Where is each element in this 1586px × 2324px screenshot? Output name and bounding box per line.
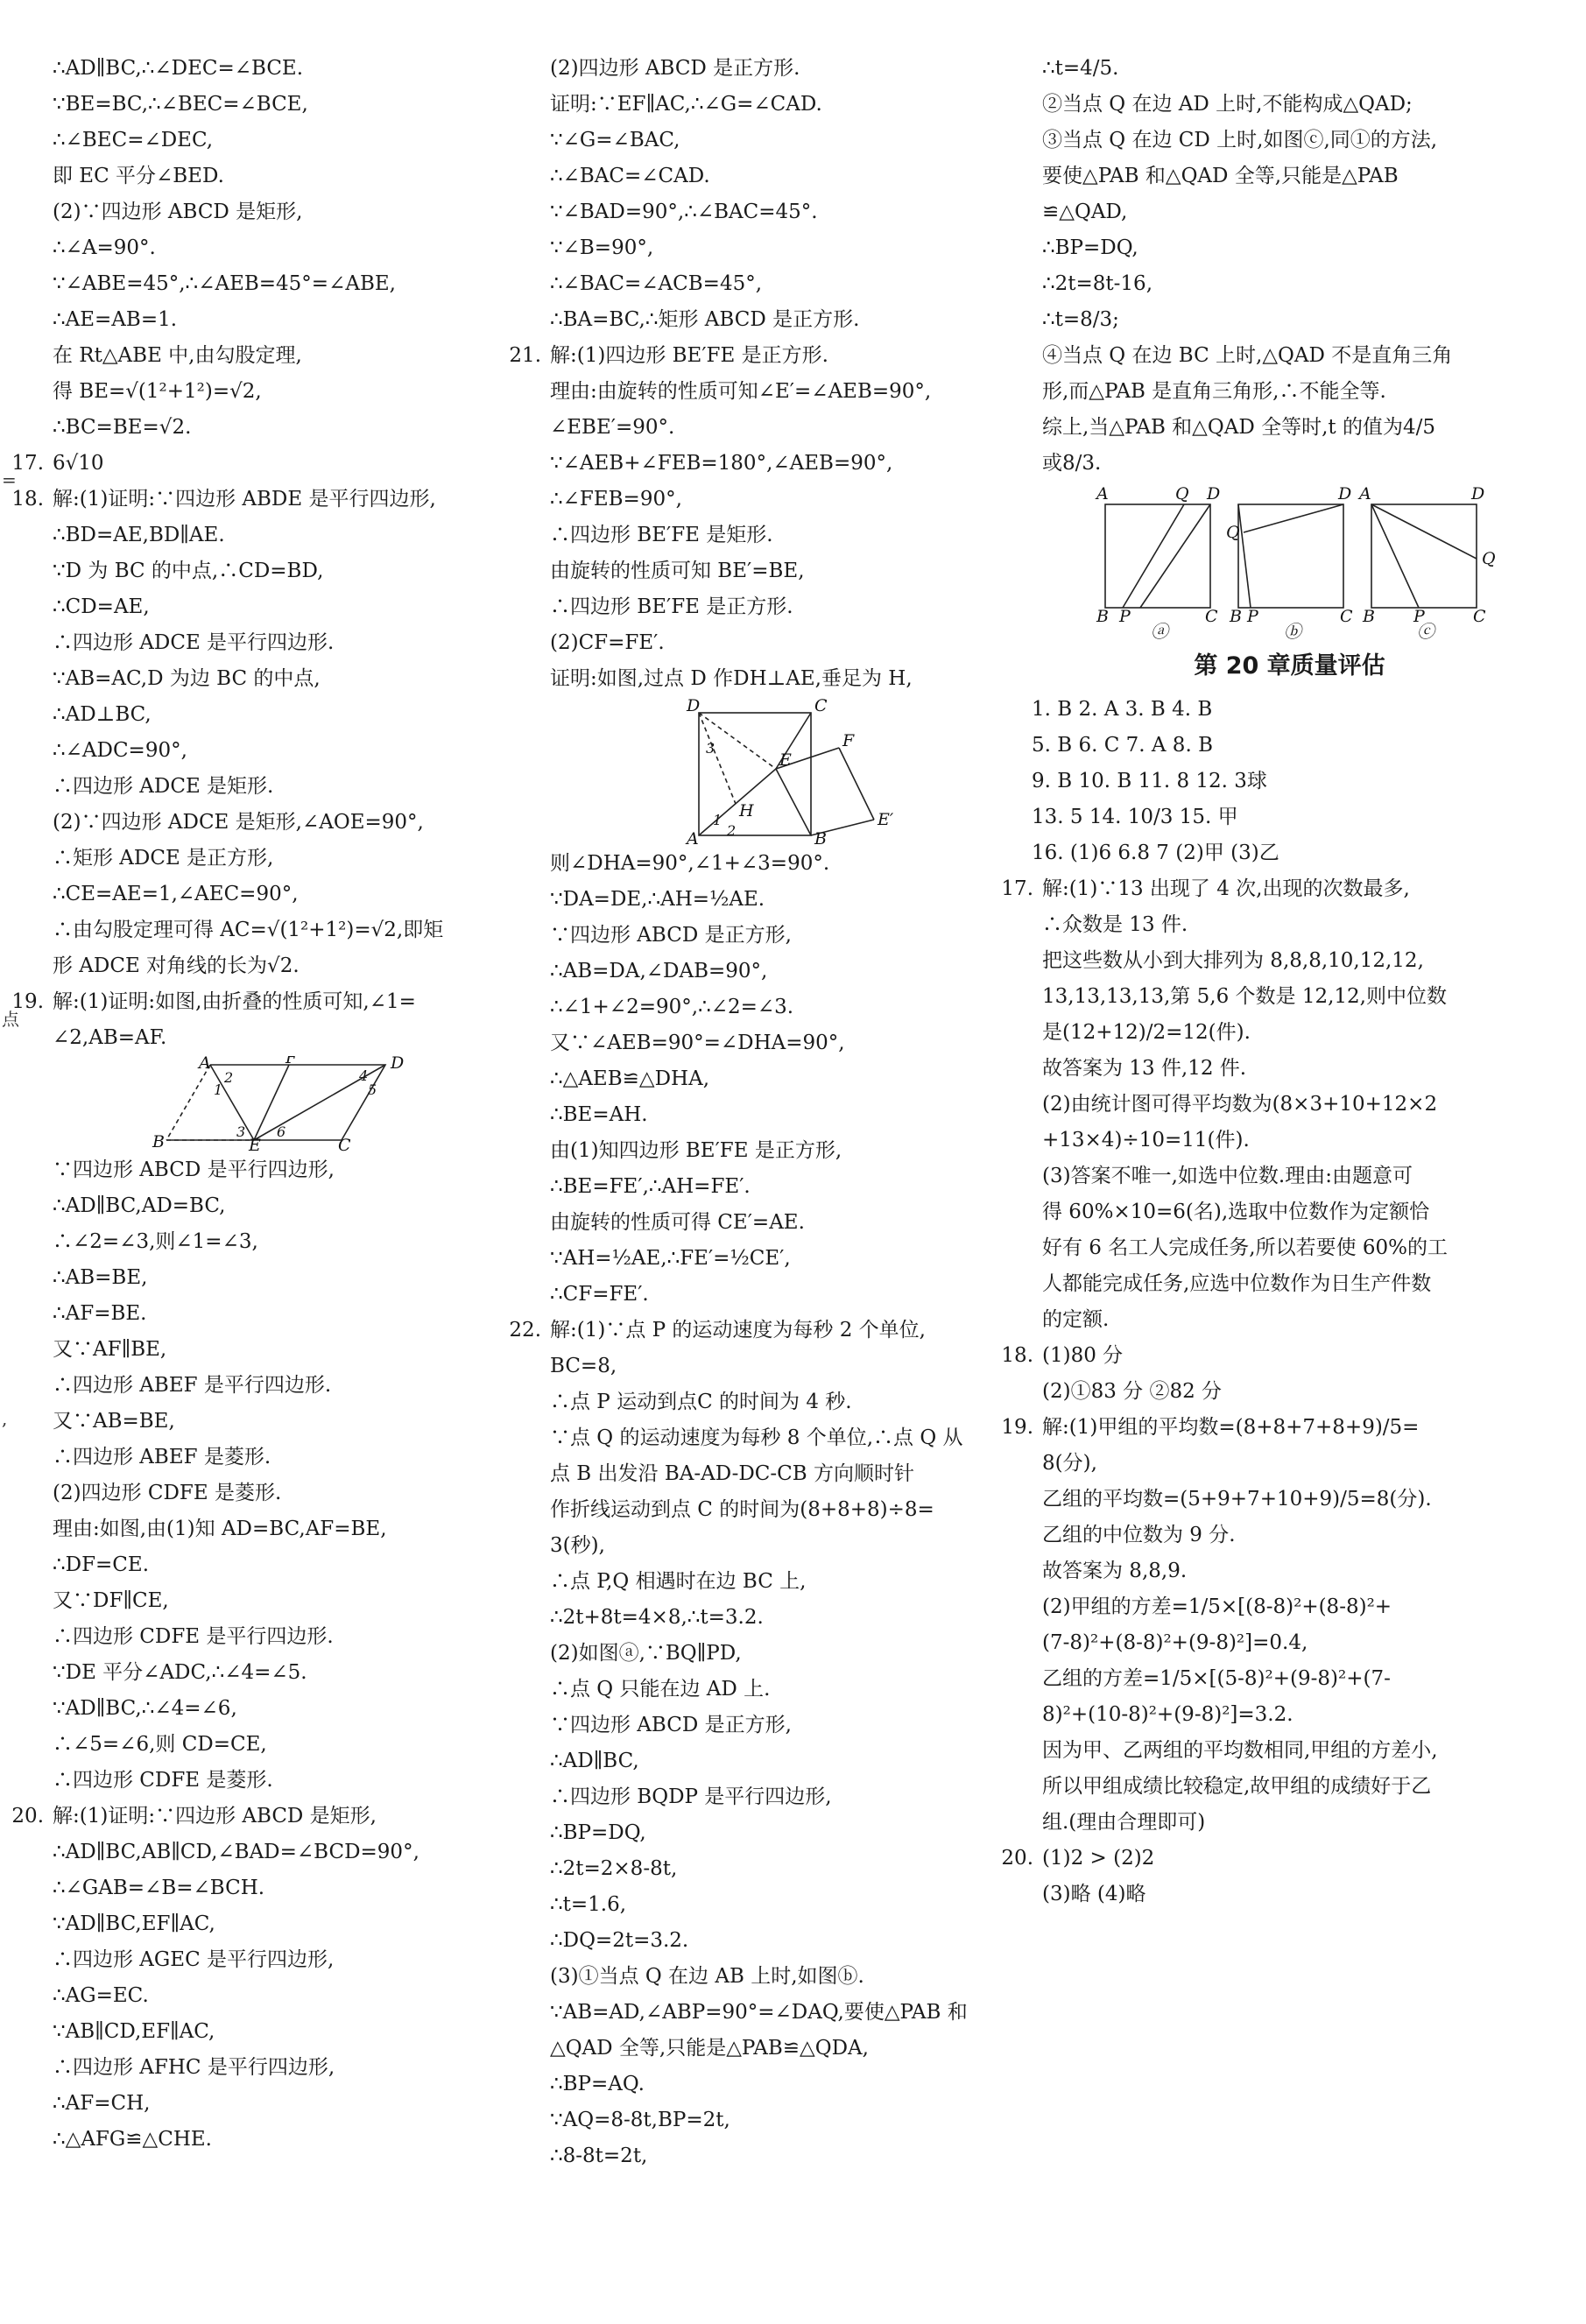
solution-line: ∴四边形 AFHC 是平行四边形, [53, 2056, 335, 2079]
solution-line: ∴∠GAB=∠B=∠BCH. [53, 1877, 265, 1899]
solution-block [550, 846, 1040, 1313]
solution-line: 理由:由旋转的性质可知∠E′=∠AEB=90°, [550, 380, 932, 403]
answer-22 [509, 1313, 1040, 1349]
caption-b: ⓑ [1284, 621, 1301, 639]
solution-line: 13,13,13,13,第 5,6 个数是 12,12,则中位数 [1042, 985, 1447, 1008]
solution-line: ≌△QAD, [1042, 201, 1128, 223]
solution-line: 8)²+(10-8)²+(9-8)²]=3.2. [1042, 1703, 1293, 1726]
solution-line: ∴∠5=∠6,则 CD=CE, [53, 1733, 267, 1756]
answer-text: 解:(1)四边形 BE′FE 是正方形. [550, 344, 828, 367]
solution-line: ∵AD∥BC,∴∠4=∠6, [53, 1697, 237, 1720]
solution-line: (2)∵四边形 ADCE 是矩形,∠AOE=90°, [53, 811, 424, 834]
label-q: Q [1482, 549, 1496, 568]
solution-line: 的定额. [1042, 1308, 1110, 1331]
label-q: Q [1175, 484, 1189, 504]
solution-line: ∴BE=FE′,∴AH=FE′. [550, 1175, 751, 1198]
solution-line: ∠2,AB=AF. [53, 1026, 167, 1049]
solution-line: ∵DE 平分∠ADC,∴∠4=∠5. [53, 1661, 307, 1684]
answer-text: 解:(1)证明:如图,由折叠的性质可知,∠1= [53, 990, 416, 1013]
solution-line: ∴AG=EC. [53, 1984, 149, 2007]
label-c: C [338, 1136, 351, 1152]
figure-22 [1042, 482, 1537, 639]
solution-line: ∵AD∥BC,EF∥AC, [53, 1912, 215, 1935]
solution-line: ∵∠B=90°, [550, 236, 654, 259]
answer-20 [11, 1799, 543, 1835]
solution-line: 13. 5 14. 10/3 15. 甲 [1032, 806, 1238, 828]
label-d: D [391, 1056, 405, 1073]
label-c: C [1205, 607, 1218, 626]
solution-line: (2)四边形 ABCD 是正方形. [550, 57, 800, 80]
solution-block [53, 1152, 543, 1799]
solution-line: ∴四边形 CDFE 是菱形. [53, 1769, 273, 1792]
answer-18 [1001, 1338, 1537, 1374]
column-left [11, 51, 543, 2158]
solution-line: +13×4)÷10=11(件). [1042, 1129, 1250, 1151]
solution-line: ∴点 P,Q 相遇时在边 BC 上, [550, 1570, 807, 1593]
solution-line: (2)四边形 CDFE 是菱形. [53, 1482, 282, 1504]
solution-line: 作折线运动到点 C 的时间为(8+8+8)÷8= [550, 1498, 934, 1521]
solution-line: 乙组的中位数为 9 分. [1042, 1524, 1236, 1546]
solution-line: (3)略 (4)略 [1042, 1883, 1146, 1905]
solution-block [1042, 1446, 1537, 1841]
solution-line: (2)CF=FE′. [550, 631, 665, 654]
solution-line: 即 EC 平分∠BED. [53, 165, 224, 187]
solution-line: ∠EBE′=90°. [550, 416, 675, 439]
solution-line: ∴点 Q 只能在边 AD 上. [550, 1678, 771, 1701]
label-b: B [1230, 607, 1242, 626]
solution-line: ∴四边形 ADCE 是平行四边形. [53, 631, 335, 654]
figure-19 [53, 1056, 543, 1152]
solution-line: (2)甲组的方差=1/5×[(8-8)²+(8-8)²+ [1042, 1595, 1392, 1618]
angle-3: 3 [236, 1123, 246, 1140]
caption-a: ⓐ [1151, 621, 1168, 639]
label-c: C [1340, 607, 1353, 626]
solution-line: ∴CF=FE′. [550, 1283, 649, 1306]
square-a [1105, 504, 1210, 608]
solution-line: 得 BE=√(1²+1²)=√2, [53, 380, 262, 403]
square-c [1371, 504, 1477, 608]
solution-line: 1. B 2. A 3. B 4. B [1032, 698, 1213, 721]
answer-19 [11, 984, 543, 1020]
solution-block [1042, 1877, 1537, 1912]
solution-block [550, 1349, 1040, 2174]
solution-line: 组.(理由合理即可) [1042, 1811, 1206, 1834]
solution-line: 证明:∵EF∥AC,∴∠G=∠CAD. [550, 93, 822, 116]
margin-mark: = [2, 469, 17, 490]
solution-line: 或8/3. [1042, 452, 1102, 475]
solution-line: ∵四边形 ABCD 是正方形, [550, 924, 792, 947]
solution-line: 要使△PAB 和△QAD 全等,只能是△PAB [1042, 165, 1399, 187]
solution-line: ∴DQ=2t=3.2. [550, 1929, 689, 1952]
solution-line: ∴t=1.6, [550, 1893, 627, 1916]
solution-line: (2)如图ⓐ,∵BQ∥PD, [550, 1642, 742, 1665]
solution-line: ∵D 为 BC 的中点,∴CD=BD, [53, 560, 324, 582]
solution-line: △QAD 全等,只能是△PAB≌△QDA, [550, 2037, 869, 2060]
answer-text: 解:(1)∵点 P 的运动速度为每秒 2 个单位, [550, 1319, 926, 1342]
solution-line: 得 60%×10=6(名),选取中位数作为定额恰 [1042, 1201, 1430, 1223]
label-f: F [842, 731, 855, 750]
solution-line: 由旋转的性质可得 CE′=AE. [550, 1211, 805, 1234]
solution-block [550, 51, 1040, 338]
question-number: 18. [11, 488, 44, 511]
label-a: A [1359, 484, 1371, 504]
solution-line: ∴由勾股定理可得 AC=√(1²+1²)=√2,即矩 [53, 919, 444, 941]
solution-line: ∴BE=AH. [550, 1103, 648, 1126]
figure-21 [550, 697, 1040, 846]
solution-line: ∴∠A=90°. [53, 236, 156, 259]
solution-line: ∴AD∥BC,AB∥CD,∠BAD=∠BCD=90°, [53, 1841, 419, 1863]
square-rotation-diagram [550, 697, 1040, 846]
solution-line: 由旋转的性质可知 BE′=BE, [550, 560, 805, 582]
solution-line: 形 ADCE 对角线的长为√2. [53, 954, 300, 977]
solution-line: ∵AH=½AE,∴FE′=½CE′, [550, 1247, 791, 1270]
solution-block [1042, 87, 1537, 302]
question-number: 18. [1001, 1344, 1033, 1367]
solution-line: (3)①当点 Q 在边 AB 上时,如图ⓑ. [550, 1965, 864, 1988]
solution-line: ∵AB∥CD,EF∥AC, [53, 2020, 215, 2043]
solution-block [53, 51, 543, 446]
label-e: E [249, 1136, 261, 1152]
solution-line: ∵∠BAD=90°,∴∠BAC=45°. [550, 201, 818, 223]
parallelogram-diagram [53, 1056, 543, 1152]
solution-line: 5. B 6. C 7. A 8. B [1032, 734, 1213, 757]
label-d: D [1207, 484, 1221, 504]
solution-line: ∴BA=BC,∴矩形 ABCD 是正方形. [550, 308, 860, 331]
solution-line: 3(秒), [550, 1534, 605, 1557]
solution-line: ∴四边形 CDFE 是平行四边形. [53, 1625, 334, 1648]
solution-line: 8(分), [1042, 1452, 1097, 1475]
question-number: 20. [11, 1805, 44, 1828]
solution-line: 16. (1)6 6.8 7 (2)甲 (3)乙 [1032, 842, 1279, 864]
solution-line: ∴∠BAC=∠ACB=45°, [550, 272, 763, 295]
solution-line: ∵四边形 ABCD 是平行四边形, [53, 1158, 335, 1181]
solution-line: 点 B 出发沿 BA-AD-DC-CB 方向顺时针 [550, 1462, 914, 1485]
label-h: H [739, 801, 754, 820]
answer-17 [1001, 871, 1537, 907]
square-b [1238, 504, 1343, 608]
label-e-prime: E′ [878, 810, 894, 829]
solution-line: 在 Rt△ABE 中,由勾股定理, [53, 344, 302, 367]
solution-line: 又∵∠AEB=90°=∠DHA=90°, [550, 1032, 845, 1054]
answer-text: 解:(1)甲组的平均数=(8+8+7+8+9)/5= [1042, 1416, 1420, 1439]
solution-line: ∴DF=CE. [53, 1553, 150, 1576]
answer-text: 解:(1)∵13 出现了 4 次,出现的次数最多, [1042, 877, 1410, 900]
solution-line: 9. B 10. B 11. 8 12. 3球 [1032, 770, 1267, 792]
label-p: P [1247, 607, 1258, 626]
answer-text: (1)80 分 [1042, 1344, 1124, 1367]
label-a: A [1096, 484, 1109, 504]
segment-ap [1371, 504, 1419, 608]
parallelogram-edge [166, 1065, 385, 1140]
segment-fe-prime [839, 748, 874, 820]
solution-line: ∴四边形 ABEF 是平行四边形. [53, 1374, 332, 1397]
solution-line: ∴BD=AE,BD∥AE. [53, 524, 225, 546]
solution-line: ∴BP=DQ, [1042, 236, 1138, 259]
solution-line: ∴8-8t=2t, [550, 2144, 648, 2167]
solution-block [53, 1835, 543, 2158]
answer-17 [11, 446, 543, 482]
label-d: D [1338, 484, 1352, 504]
angle-2: 2 [224, 1069, 234, 1086]
solution-line: ∴2t=2×8-8t, [550, 1857, 678, 1880]
solution-line: ∴矩形 ADCE 是正方形, [53, 847, 274, 870]
solution-line: 又∵AB=BE, [53, 1410, 175, 1433]
solution-line: ∴四边形 ABEF 是菱形. [53, 1446, 271, 1468]
answer-text: 解:(1)证明:∵四边形 ABDE 是平行四边形, [53, 488, 436, 511]
solution-line: ∴CE=AE=1,∠AEC=90°, [53, 883, 299, 905]
solution-line: ∴∠ADC=90°, [53, 739, 187, 762]
solution-line: ∵AB=AD,∠ABP=90°=∠DAQ,要使△PAB 和 [550, 2001, 968, 2024]
angle-2: 2 [727, 822, 737, 839]
solution-block [1042, 1374, 1537, 1410]
solution-line: ∴∠FEB=90°, [550, 488, 682, 511]
solution-line: ∴AB=DA,∠DAB=90°, [550, 960, 768, 982]
angle-6: 6 [277, 1123, 286, 1140]
question-number: 17. [11, 452, 44, 475]
label-c: C [814, 697, 828, 715]
solution-line: ∴AF=BE. [53, 1302, 147, 1325]
three-squares-diagram [1042, 482, 1537, 639]
solution-line: ∵∠ABE=45°,∴∠AEB=45°=∠ABE, [53, 272, 396, 295]
label-a: A [199, 1056, 211, 1073]
solution-line: 故答案为 13 件,12 件. [1042, 1057, 1247, 1080]
solution-line: 乙组的平均数=(5+9+7+10+9)/5=8(分). [1042, 1488, 1432, 1511]
solution-line: ∴△AEB≌△DHA, [550, 1067, 710, 1090]
label-b: B [814, 829, 827, 846]
solution-line: ∴CD=AE, [53, 595, 150, 618]
solution-line: 由(1)知四边形 BE′FE 是正方形, [550, 1139, 842, 1162]
solution-line: ∴AF=CH, [53, 2092, 151, 2115]
solution-line: 所以甲组成绩比较稳定,故甲组的成绩好于乙 [1042, 1775, 1432, 1798]
solution-line: 综上,当△PAB 和△QAD 全等时,t 的值为4/5 [1042, 416, 1435, 439]
section-title: 第 20 章质量评估 [1194, 652, 1385, 680]
margin-mark: 点 [2, 1009, 19, 1030]
angle-1: 1 [713, 812, 723, 828]
solution-line: (3)答案不唯一,如选中位数.理由:由题意可 [1042, 1165, 1413, 1187]
solution-line: (2)①83 分 ②82 分 [1042, 1380, 1223, 1403]
question-number: 17. [1001, 877, 1033, 900]
answer-list [1032, 692, 1537, 871]
label-b: B [1096, 607, 1109, 626]
solution-line: ∴四边形 AGEC 是平行四边形, [53, 1948, 335, 1971]
solution-line: 又∵DF∥CE, [53, 1589, 169, 1612]
question-number: 19. [1001, 1416, 1033, 1439]
solution-line: ∴众数是 13 件. [1042, 913, 1188, 936]
answer-18 [11, 482, 543, 518]
solution-line: ∴BP=AQ. [550, 2073, 645, 2095]
solution-line: ∴∠BEC=∠DEC, [53, 129, 214, 151]
solution-line: ∴BP=DQ, [550, 1821, 646, 1844]
solution-line: 因为甲、乙两组的平均数相同,甲组的方差小, [1042, 1739, 1438, 1762]
solution-line: ③当点 Q 在边 CD 上时,如图ⓒ,同①的方法, [1042, 129, 1438, 151]
label-q: Q [1226, 523, 1240, 542]
solution-line: ∴2t=8t-16, [1042, 272, 1153, 295]
question-number: 22. [509, 1319, 541, 1342]
caption-c: ⓒ [1417, 621, 1434, 639]
segment-dh [699, 713, 736, 804]
solution-line: 把这些数从小到大排列为 8,8,8,10,12,12, [1042, 949, 1424, 972]
segment-ap [1238, 504, 1251, 608]
solution-line: ∴AD∥BC,∴∠DEC=∠BCE. [53, 57, 304, 80]
solution-line: ∴四边形 ADCE 是矩形. [53, 775, 274, 798]
column-right [1001, 51, 1537, 1912]
segment-aq [1371, 504, 1477, 559]
segment-ab [166, 1065, 210, 1140]
label-d: D [687, 697, 701, 715]
answer-19 [1001, 1410, 1537, 1446]
angle-3: 3 [706, 740, 715, 757]
label-b: B [1363, 607, 1375, 626]
label-e: E [779, 750, 792, 770]
label-a: A [687, 829, 699, 846]
solution-line: ∴t=8/3; [1042, 308, 1119, 331]
segment-be [776, 769, 811, 835]
solution-line: ∴∠2=∠3,则∠1=∠3, [53, 1230, 258, 1253]
solution-block [1042, 338, 1537, 410]
solution-line: ∴2t+8t=4×8,∴t=3.2. [550, 1606, 764, 1629]
question-number: 19. [11, 990, 44, 1013]
answer-text: 6√10 [53, 452, 104, 475]
label-d: D [1471, 484, 1485, 504]
angle-4: 4 [359, 1067, 369, 1084]
segment-qd [1244, 504, 1343, 532]
label-c: C [1473, 607, 1486, 626]
solution-line: BC=8, [550, 1355, 617, 1377]
label-b: B [152, 1132, 165, 1151]
solution-line: (7-8)²+(8-8)²+(9-8)²]=0.4, [1042, 1631, 1308, 1654]
solution-line: ∴AB=BE, [53, 1266, 148, 1289]
solution-line: ∴∠BAC=∠CAD. [550, 165, 710, 187]
solution-line: ∴点 P 运动到点C 的时间为 4 秒. [550, 1391, 852, 1413]
answer-21 [509, 338, 1040, 374]
solution-line: 又∵AF∥BE, [53, 1338, 167, 1361]
solution-line: ∵∠AEB+∠FEB=180°,∠AEB=90°, [550, 452, 893, 475]
solution-line: 证明:如图,过点 D 作DH⊥AE,垂足为 H, [550, 667, 913, 690]
solution-line: ∵四边形 ABCD 是正方形, [550, 1714, 792, 1736]
solution-line: ∵∠G=∠BAC, [550, 129, 680, 151]
answer-text: 解:(1)证明:∵四边形 ABCD 是矩形, [53, 1805, 377, 1828]
solution-block [53, 518, 543, 984]
solution-line: 是(12+12)/2=12(件). [1042, 1021, 1251, 1044]
column-middle [509, 51, 1040, 2174]
solution-line: 好有 6 名工人完成任务,所以若要使 60%的工 [1042, 1236, 1448, 1259]
solution-line: ∴四边形 BQDP 是平行四边形, [550, 1785, 832, 1808]
solution-line: ∵点 Q 的运动速度为每秒 8 个单位,∴点 Q 从 [550, 1426, 963, 1449]
solution-line: 则∠DHA=90°,∠1+∠3=90°. [550, 852, 830, 875]
solution-line: ∴△AFG≌△CHE. [53, 2128, 212, 2151]
solution-line: 形,而△PAB 是直角三角形,∴不能全等. [1042, 380, 1386, 403]
solution-line: ∴四边形 BE′FE 是正方形. [550, 595, 793, 618]
solution-line: ∴四边形 BE′FE 是矩形. [550, 524, 773, 546]
solution-block [53, 1020, 543, 1056]
solution-line: 人都能完成任务,应选中位数作为日生产件数 [1042, 1272, 1432, 1295]
solution-line: ∴AE=AB=1. [53, 308, 178, 331]
solution-line: (2)由统计图可得平均数为(8×3+10+12×2 [1042, 1093, 1438, 1116]
solution-line: ②当点 Q 在边 AD 上时,不能构成△QAD; [1042, 93, 1413, 116]
solution-line: 故答案为 8,8,9. [1042, 1560, 1188, 1582]
solution-line: ∴AD⊥BC, [53, 703, 152, 726]
answer-20 [1001, 1841, 1537, 1877]
solution-line: ④当点 Q 在边 BC 上时,△QAD 不是直角三角 [1042, 344, 1453, 367]
label-f: F [285, 1056, 298, 1067]
solution-line: ∴BC=BE=√2. [53, 416, 192, 439]
solution-line: 理由:如图,由(1)知 AD=BC,AF=BE, [53, 1518, 387, 1540]
solution-line: ∴AD∥BC, [550, 1750, 639, 1772]
solution-line: ∵AB=AC,D 为边 BC 的中点, [53, 667, 321, 690]
label-p: P [1119, 607, 1131, 626]
question-number: 21. [509, 344, 541, 367]
label-p: P [1413, 607, 1425, 626]
solution-line: ∴AD∥BC,AD=BC, [53, 1194, 226, 1217]
angle-5: 5 [368, 1081, 377, 1098]
solution-line: ∵AQ=8-8t,BP=2t, [550, 2109, 730, 2131]
solution-line: (2)∵四边形 ABCD 是矩形, [53, 201, 303, 223]
solution-line: ∴∠1+∠2=90°,∴∠2=∠3. [550, 996, 794, 1018]
question-number: 20. [1001, 1847, 1033, 1870]
solution-block [1042, 907, 1537, 1338]
margin-mark: , [2, 1408, 8, 1429]
solution-line: ∴t=4/5. [1042, 57, 1119, 80]
solution-line: 乙组的方差=1/5×[(5-8)²+(9-8)²+(7- [1042, 1667, 1391, 1690]
solution-block [550, 374, 1040, 697]
segment-ae [699, 769, 776, 835]
angle-1: 1 [214, 1081, 223, 1098]
answer-text: (1)2 > (2)2 [1042, 1847, 1155, 1870]
solution-line: ∵DA=DE,∴AH=½AE. [550, 888, 765, 911]
solution-line: ∵BE=BC,∴∠BEC=∠BCE, [53, 93, 308, 116]
